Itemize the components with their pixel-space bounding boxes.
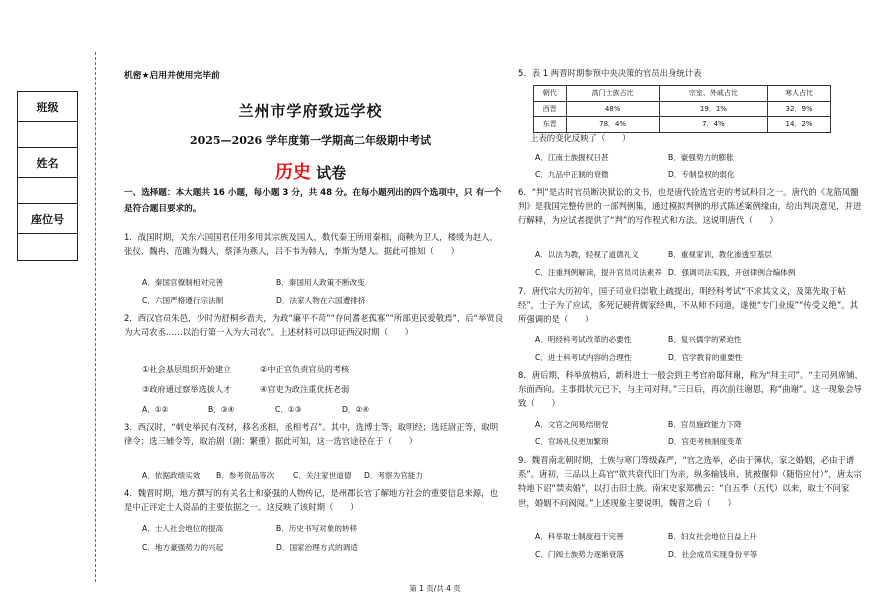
q7-option-b[interactable]: B．复兴儒学的紧迫性 bbox=[668, 335, 742, 344]
table-header-cell: 宗室、外戚占比 bbox=[659, 86, 767, 102]
question-8: 8．唐后期，科举放榜后，新科进士一般会到主考官府邸拜谢，称为“拜主司”。“主司列席铺，东面西向。主事揖状元已下，与主司对拜。”三日后，再次前往谢恩，称“曲谢”。这一现象会导致（ ） bbox=[518, 370, 863, 409]
subject-suffix: 试卷 bbox=[310, 164, 347, 182]
q3-option-d[interactable]: D．考察为官能力 bbox=[364, 471, 424, 480]
table-cell: 14．2% bbox=[768, 117, 831, 133]
q5-option-b[interactable]: B．豪强势力的膨胀 bbox=[668, 153, 734, 162]
table-row bbox=[534, 117, 831, 133]
q8-option-a[interactable]: A．文官之间易结朋党 bbox=[535, 420, 609, 429]
question-2: 2．西汉官员朱邑，少时为舒桐乡啬夫，为政“廉平不苛”“存问耆老孤寡”“所部吏民爱敬焉”，后“举贤良为大司农丞……以治行第一入为大司农”。上述材料可以印证西汉时期（ ） bbox=[124, 313, 504, 338]
q6-option-d[interactable]: D．强调司法实践，开创律例合编体例 bbox=[668, 268, 796, 277]
q8-option-b[interactable]: B．官员施政能力下降 bbox=[668, 420, 742, 429]
q9-option-d[interactable]: D．社会成员实现身份平等 bbox=[668, 550, 758, 559]
q9-option-a[interactable]: A．科举取士制度趋于完善 bbox=[535, 532, 624, 541]
q2-option-a[interactable]: A．①② bbox=[142, 405, 169, 414]
question-4: 4．魏晋时期，地方撰写的有关名士和豪强的人物传记，是州郡长官了解地方社会的重要信息来源，也是中正评定士人资品的主要依据之一。这反映了该时期（ ） bbox=[124, 488, 498, 513]
question-3: 3．西汉时，“刺史举民有茂材，移名丞相，丞相考召”。其中，选博士等，取明经；选廷尉正等，取明律令；选三辅令等，取治剧（剧：繁重）据此可知，这一选官途径在于（ ） bbox=[124, 422, 499, 447]
q2-item-3: ③政府通过察举选拔人才 bbox=[142, 384, 232, 394]
q2-item-4: ④官吏为政注重优抚老弱 bbox=[260, 384, 350, 394]
subject-name: 历史 bbox=[274, 162, 311, 183]
q2-option-d[interactable]: D．②④ bbox=[342, 405, 370, 414]
section-heading: 一、选择题：本大题共 16 小题，每小题 3 分，共 48 分。在每小题列出的四个选项中，只 有一个是符合题目要求的。 bbox=[124, 188, 502, 214]
class-label: 班级 bbox=[18, 92, 77, 122]
q7-option-d[interactable]: D．官学教育的重要性 bbox=[668, 353, 743, 362]
q4-option-a[interactable]: A．士人社会地位的提高 bbox=[142, 524, 224, 533]
q7-option-a[interactable]: A．明经科考试改革的必要性 bbox=[535, 335, 632, 344]
q8-option-d[interactable]: D．官吏考核制度变革 bbox=[668, 437, 743, 446]
q5-tail: 上表的变化反映了（ ） bbox=[530, 133, 631, 143]
question-1: 1．战国时期，关东六国国君任用多用其宗族及国人，数代秦王所用秦相，商鞅为卫人，楼缓为赵人，张仪、魏冉、范雎为魏人，蔡泽为燕人，吕不韦为韩人，李斯为楚人。据此可推知（ ） bbox=[124, 232, 498, 257]
secret-note: 机密★启用并使用完毕前 bbox=[124, 71, 220, 81]
table-header-cell: 寒人占比 bbox=[768, 86, 831, 102]
table-header-row bbox=[534, 86, 831, 102]
page-footer: 第 1 页/共 4 页 bbox=[409, 584, 461, 593]
q3-option-c[interactable]: C．关注家世道德 bbox=[293, 471, 352, 480]
name-blank[interactable] bbox=[18, 178, 77, 204]
table-cell: 西晋 bbox=[534, 101, 567, 117]
student-info-box bbox=[17, 91, 78, 261]
q1-option-d[interactable]: D．法家人物在六国遭排挤 bbox=[276, 296, 366, 305]
table-cell: 32．9% bbox=[768, 101, 831, 117]
q3-option-b[interactable]: B．参考资品等次 bbox=[216, 471, 275, 480]
table-cell: 48% bbox=[566, 101, 659, 117]
seat-blank[interactable] bbox=[18, 234, 77, 260]
q1-option-a[interactable]: A．秦国官僚制相对完善 bbox=[142, 278, 224, 287]
q2-option-c[interactable]: C．①③ bbox=[275, 405, 302, 414]
q2-option-b[interactable]: B．③④ bbox=[208, 405, 235, 414]
q1-option-c[interactable]: C．六国严格遵行宗法制 bbox=[142, 296, 224, 305]
class-blank[interactable] bbox=[18, 122, 77, 148]
seal-line bbox=[95, 52, 96, 582]
q5-option-c[interactable]: C．九品中正制的衰微 bbox=[535, 170, 609, 179]
question-9: 9．魏晋南北朝时期，士族与寒门等级森严，“官之选举，必由于簿状，家之婚姻，必由于谱系”。唐初，三品以上高官“欲共衰代旧门为亲，纵多输钱帛，犹被偃仰（随俗应付）”，唐太宗特地下诏“禁卖婚”，以打击旧士族。南宋史家郑樵云：“自五季（五代）以来，取士不问家世，婚姻不问阀阅。”上述现象主要说明，魏晋之后（ ） bbox=[518, 455, 862, 508]
q1-option-b[interactable]: B．秦国用人政策不断改变 bbox=[276, 278, 365, 287]
table-cell: 78．4% bbox=[566, 117, 659, 133]
subject-title bbox=[118, 158, 503, 184]
q8-option-c[interactable]: C．官场礼仪更加繁琐 bbox=[535, 437, 609, 446]
seat-label: 座位号 bbox=[18, 204, 77, 234]
q9-option-c[interactable]: C．门阀士族势力逐渐衰落 bbox=[535, 550, 624, 559]
name-label: 姓名 bbox=[18, 148, 77, 178]
q7-option-c[interactable]: C．进士科考试内容的合理性 bbox=[535, 353, 632, 362]
q5-option-a[interactable]: A．江南士族握权日甚 bbox=[535, 153, 609, 162]
exam-title: 2025—2026 学年度第一学期高二年级期中考试 bbox=[189, 134, 432, 147]
table-header-cell: 朝代 bbox=[534, 86, 567, 102]
table-row bbox=[534, 101, 831, 117]
school-name: 兰州市学府致远学校 bbox=[238, 102, 383, 120]
q4-option-d[interactable]: D．国家治理方式的调适 bbox=[276, 543, 358, 552]
q6-option-b[interactable]: B．重视家训，教化渗透至基层 bbox=[668, 250, 772, 259]
q9-option-b[interactable]: B．妇女社会地位日益上升 bbox=[668, 532, 757, 541]
q4-option-c[interactable]: C．地方豪强势力的兴起 bbox=[142, 543, 224, 552]
question-7: 7．唐代宗大历初年，国子司业归崇敬上疏提出，明经科考试“不求其文义，及第先取于帖经”，士子为了应试，多死记硬背儒家经典，不从师不问道，遂使“专门业废”“传受义绝”。其所强调的是（ ） bbox=[518, 286, 858, 325]
table-header-cell: 高门士族占比 bbox=[566, 86, 659, 102]
q2-item-1: ①社会基层组织开始建立 bbox=[142, 364, 232, 374]
q2-item-2: ②中正官负责官员的考核 bbox=[260, 364, 350, 374]
question-6: 6．“判”是古时官员断决狱讼的文书，也是唐代铨选官吏的考试科目之一。唐代的《龙筋凤髓判》是我国完整传世的一部判例集，通过模拟判例的形式陈述案例缘由，给出判决意见，并进行解释，为应试者提供了“判”的写作程式和方法。这说明唐代（ ） bbox=[518, 187, 862, 226]
question-5: 5．表 1 两晋时期参预中央决策的官员出身统计表 bbox=[518, 68, 702, 78]
q6-option-c[interactable]: C．注重判例解读，提升官员司法素养 bbox=[535, 268, 662, 277]
q3-option-a[interactable]: A．依据政绩实效 bbox=[142, 471, 201, 480]
q5-option-d[interactable]: D．专制皇权的弱化 bbox=[668, 170, 735, 179]
table-cell: 19．1% bbox=[659, 101, 767, 117]
table-cell: 东晋 bbox=[534, 117, 567, 133]
q6-option-a[interactable]: A．以法为教，轻视了道德礼义 bbox=[535, 250, 639, 259]
q4-option-b[interactable]: B．历史书写对象的转移 bbox=[276, 524, 358, 533]
table-cell: 7．4% bbox=[659, 117, 767, 133]
officials-table bbox=[533, 85, 831, 133]
